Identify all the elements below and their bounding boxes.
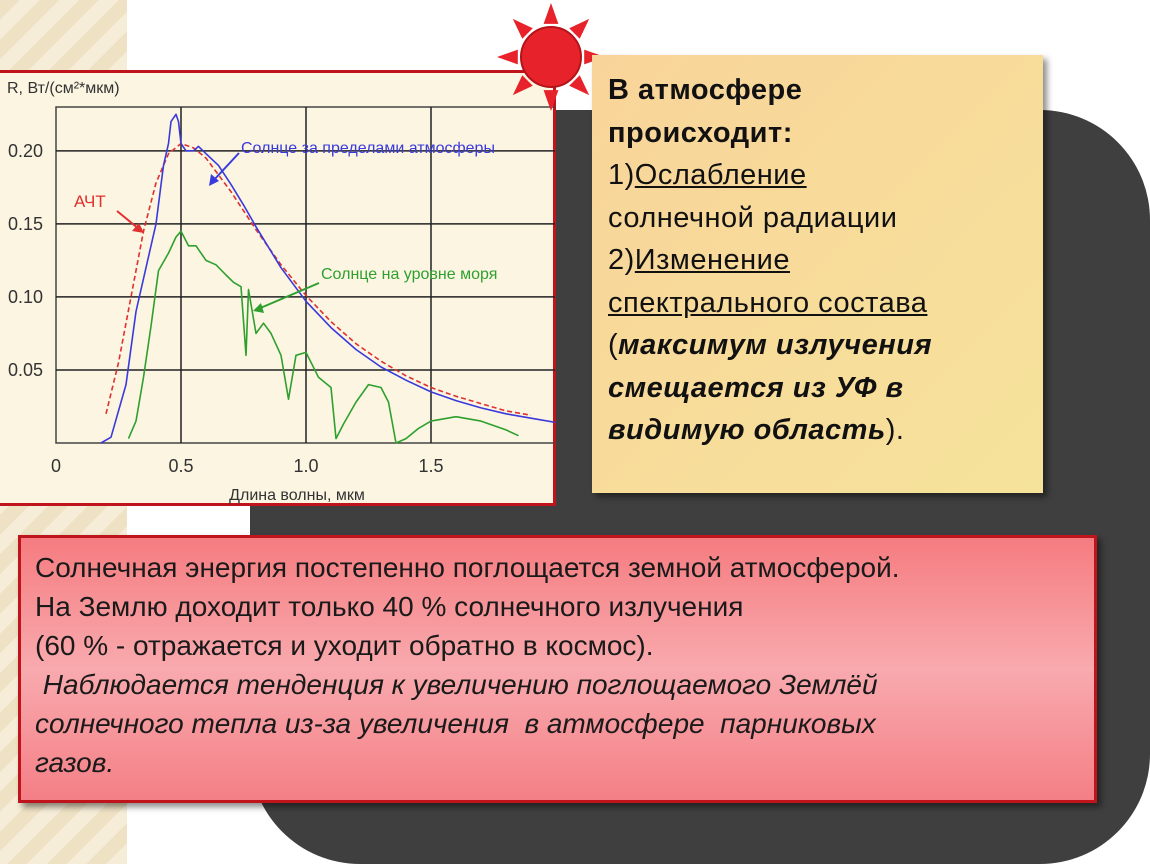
- chart-xlabel: Длина волны, мкм: [229, 487, 365, 504]
- text-line-1: Солнечная энергия постепенно поглощается земной атмосферой.: [35, 552, 900, 583]
- x-tick-label: 0.5: [168, 456, 194, 476]
- atmosphere-info-box: [592, 55, 1043, 493]
- x-tick-label: 0: [50, 456, 62, 476]
- item1-text: солнечной радиации: [608, 201, 898, 234]
- chart-ylabel: R, Вт/(см²*мкм): [7, 80, 120, 97]
- item2-text: спектрального состава: [608, 286, 928, 319]
- item1-heading: Ослабление: [634, 159, 807, 191]
- spectrum-chart: [0, 70, 556, 506]
- legend-label-outside: Солнце за пределами атмосферы: [241, 140, 495, 157]
- y-tick-label: 0.05: [7, 359, 43, 380]
- paren-close: ).: [885, 414, 905, 446]
- emphasis-line-2: смещается из УФ в: [608, 371, 904, 404]
- x-tick-label: 1.0: [293, 456, 319, 476]
- series-line-2: [129, 231, 519, 443]
- sun-ray: [497, 50, 518, 65]
- paren-open: (: [608, 329, 619, 361]
- emphasis-line-1: максимум излучения: [618, 329, 933, 361]
- y-tick-label: 0.10: [7, 286, 43, 307]
- solar-energy-text-box: [18, 535, 1097, 803]
- italic-line-3: газов.: [35, 747, 115, 778]
- text-line-2: На Землю доходит только 40 % солнечного излучения: [35, 591, 744, 622]
- emphasis-line-3: видимую область: [608, 414, 886, 446]
- sun-ray: [544, 3, 559, 24]
- item1-number: 1): [608, 159, 635, 191]
- italic-line-1: Наблюдается тенденция к увеличению поглощаемого Землёй: [35, 669, 878, 700]
- pointer-acht: [117, 211, 139, 229]
- item2-heading: Изменение: [634, 244, 790, 276]
- legend-label-acht: АЧТ: [74, 192, 106, 211]
- item2-number: 2): [608, 244, 635, 276]
- x-tick-label: 1.5: [418, 456, 444, 476]
- info-line-1: В атмосфере: [608, 74, 803, 106]
- sun-ray: [544, 90, 559, 111]
- italic-line-2: солнечного тепла из-за увеличения в атмосфере парниковых: [35, 708, 876, 739]
- text-line-3: (60 % - отражается и уходит обратно в космос).: [35, 630, 654, 661]
- legend-label-sealevel: Солнце на уровне моря: [321, 266, 498, 283]
- y-tick-label: 0.20: [7, 140, 43, 161]
- y-tick-label: 0.15: [7, 213, 43, 234]
- pointer-sealevel-head: [253, 303, 264, 313]
- info-line-2: происходит:: [608, 116, 793, 149]
- chart-svg: [0, 73, 555, 505]
